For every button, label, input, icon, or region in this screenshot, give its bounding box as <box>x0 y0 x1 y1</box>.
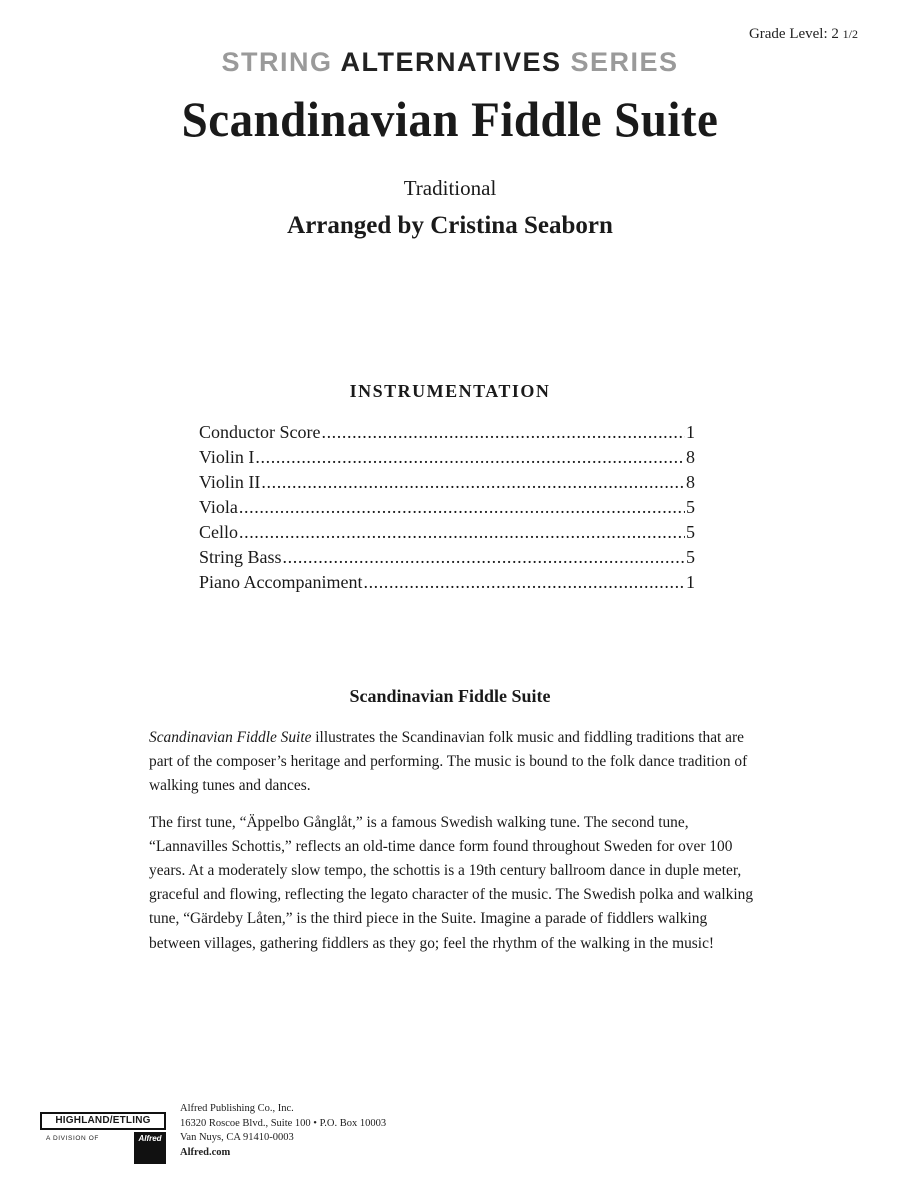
instrument-quantity: 5 <box>686 497 695 517</box>
publisher-info <box>180 1102 386 1160</box>
instrument-quantity: 1 <box>686 572 695 592</box>
instrumentation-item <box>199 445 695 470</box>
description-paragraph <box>149 726 754 799</box>
page-title: Scandinavian Fiddle Suite <box>181 91 719 147</box>
leader-dots <box>321 420 685 445</box>
description-body <box>149 726 754 968</box>
series-word-1: STRING <box>221 47 333 77</box>
instrumentation-item <box>199 470 695 495</box>
instrument-name: Violin I <box>199 447 255 467</box>
publisher-logo <box>40 1112 170 1164</box>
grade-level-label: Grade Level: 2 <box>748 26 839 42</box>
grade-level <box>749 26 858 43</box>
instrumentation-item <box>199 495 695 520</box>
series-banner <box>0 46 900 78</box>
arranger: Arranged by Cristina Seaborn <box>287 212 613 239</box>
instrumentation-item <box>199 420 695 445</box>
instrument-quantity: 8 <box>686 472 695 492</box>
composer: Traditional <box>403 176 497 200</box>
series-word-3: SERIES <box>570 47 679 77</box>
instrumentation-heading: INSTRUMENTATION <box>349 381 551 401</box>
instrumentation-item <box>199 520 695 545</box>
instrument-quantity: 5 <box>686 522 695 542</box>
leader-dots <box>261 470 685 495</box>
instrument-name: Violin II <box>199 472 261 492</box>
instrument-name: Piano Accompaniment <box>199 572 363 592</box>
instrument-quantity: 5 <box>686 547 695 567</box>
publisher-address-line-2: Van Nuys, CA 91410-0003 <box>180 1132 294 1143</box>
description-paragraph: The first tune, “Äppelbo Gånglåt,” is a famous Swedish walking tune. The second tune, “Lannavilles Schottis,” reflects an old-time dance form found throughout Sweden for over 100 years. At a moderately slow tempo, the schottis is a 19th century ballroom dance in duple meter, graceful and flowing, reflecting the legato character of the music. The Swedish polka and walking tune, “Gärdeby Låten,” is the third piece in the Suite. Imagine a parade of fiddlers walking between villages, gathering fiddlers as they go; feel the rhythm of the walking in the music! <box>149 813 754 952</box>
description-heading: Scandinavian Fiddle Suite <box>349 686 551 706</box>
instrument-name: Viola <box>199 497 238 517</box>
logo-division: A DIVISION OF <box>46 1135 99 1142</box>
instrument-name: Cello <box>199 522 238 542</box>
logo-name: HIGHLAND/ETLING <box>40 1112 166 1130</box>
instrument-quantity: 1 <box>686 422 695 442</box>
instrument-name: Conductor Score <box>199 422 321 442</box>
description-text: illustrates the Scandinavian folk music and fiddling traditions that are part of the composer’s heritage and performing. The music is bound to the folk dance tradition of walking tunes and dances. <box>149 729 748 795</box>
description-work-title: Scandinavian Fiddle Suite <box>149 729 312 746</box>
leader-dots <box>363 570 685 595</box>
instrument-quantity: 8 <box>686 447 695 467</box>
series-word-2: ALTERNATIVES <box>340 47 562 77</box>
publisher-website: Alfred.com <box>180 1146 231 1158</box>
instrumentation-list <box>199 420 695 595</box>
grade-level-fraction: 1/2 <box>842 27 858 41</box>
instrumentation-item <box>199 570 695 595</box>
leader-dots <box>239 495 685 520</box>
publisher-name: Alfred Publishing Co., Inc. <box>180 1103 294 1114</box>
leader-dots <box>283 545 685 570</box>
leader-dots <box>255 445 685 470</box>
instrument-name: String Bass <box>199 547 282 567</box>
instrumentation-item <box>199 545 695 570</box>
alfred-logo-mark: Alfred <box>134 1132 166 1164</box>
publisher-address-line-1: 16320 Roscoe Blvd., Suite 100 • P.O. Box 10003 <box>180 1117 387 1129</box>
leader-dots <box>239 520 685 545</box>
